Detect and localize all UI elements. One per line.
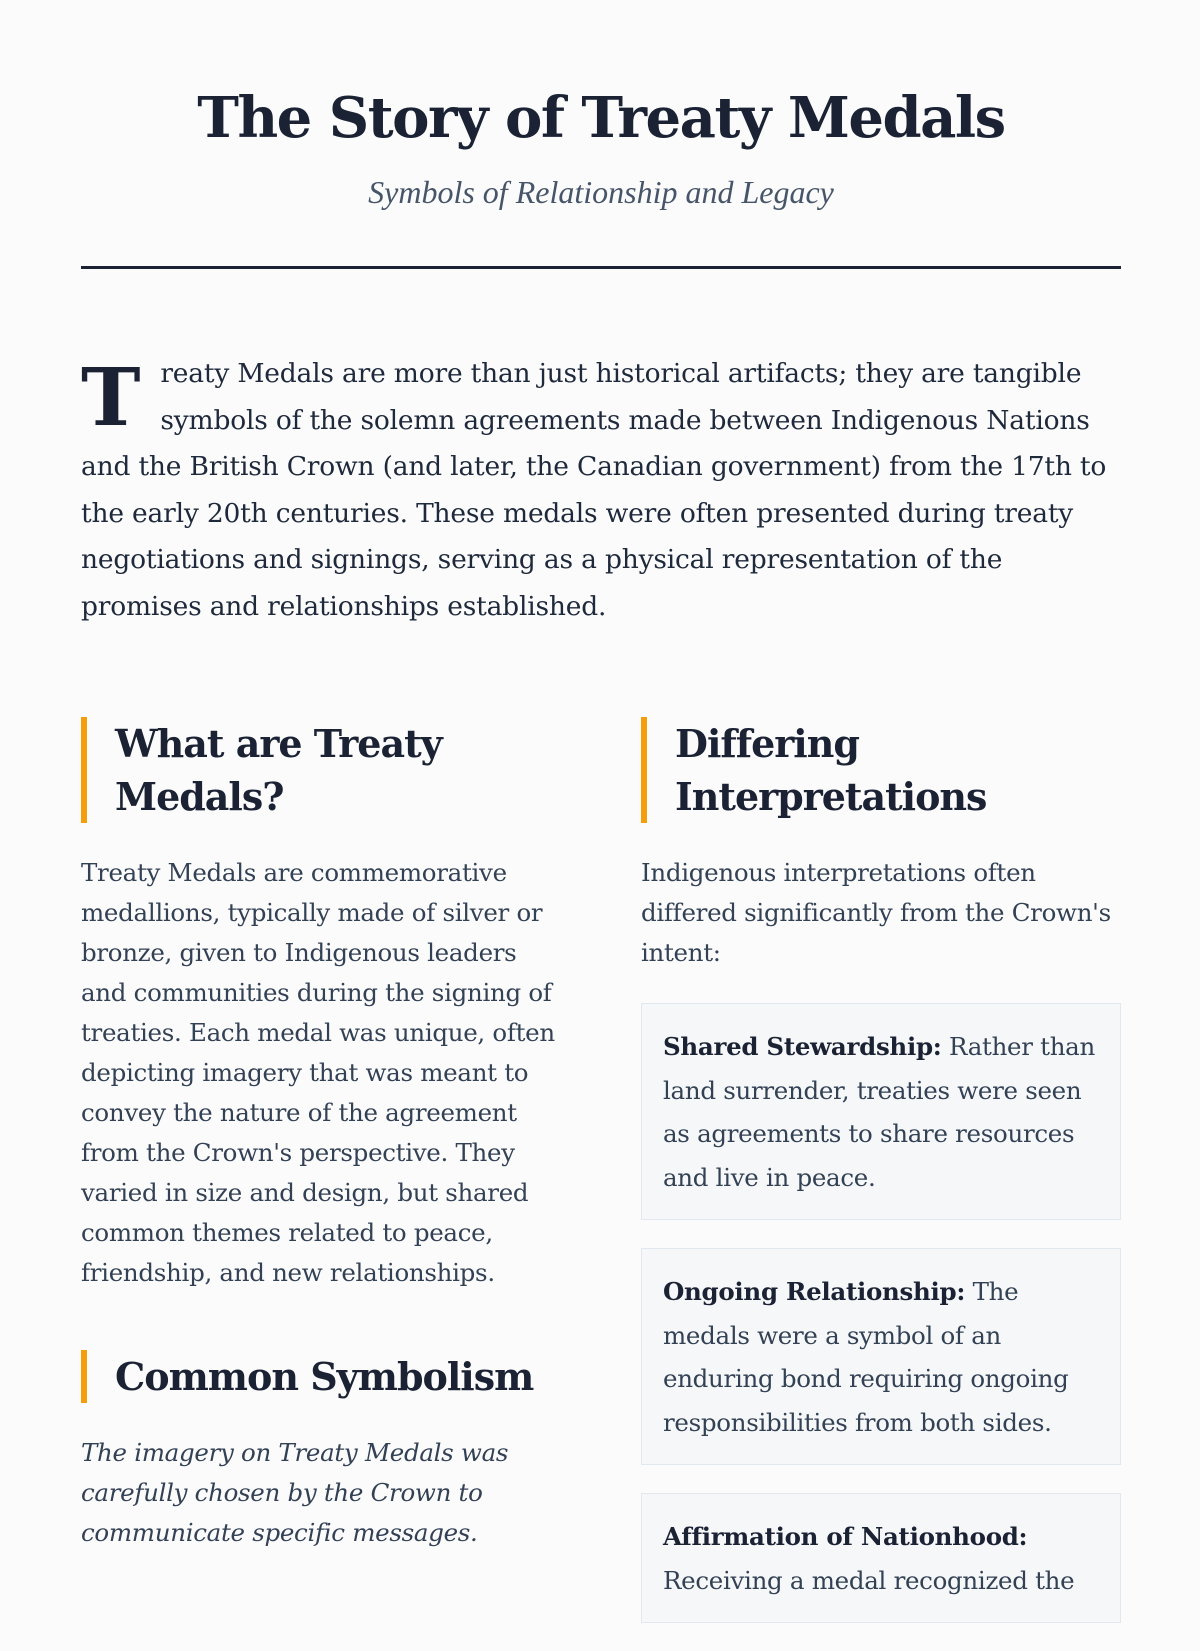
- card-label: Affirmation of Nationhood:: [663, 1522, 1028, 1551]
- interpretation-card: [641, 1003, 1121, 1220]
- interpretation-card: [641, 1248, 1121, 1465]
- symbolism-text: The imagery on Treaty Medals was carefully chosen by the Crown to communicate specific messages.: [81, 1438, 509, 1547]
- card-text: Rather than land surrender, treaties were seen as agreements to share resources and live in peace.: [663, 1032, 1095, 1192]
- symbolism-heading: Common Symbolism: [81, 1350, 561, 1403]
- interpretation-card: [641, 1493, 1121, 1623]
- left-column: [81, 717, 561, 1553]
- card-text: Receiving a medal recognized the: [663, 1565, 1075, 1595]
- what-are-heading: What are Treaty Medals?: [81, 717, 561, 823]
- interpretations-heading: Differing Interpretations: [641, 717, 1121, 823]
- what-are-section: [81, 717, 561, 1293]
- symbolism-section: [81, 1350, 561, 1553]
- page-title: The Story of Treaty Medals: [197, 85, 1005, 151]
- interpretations-intro: Indigenous interpretations often differed significantly from the Crown's intent:: [641, 858, 1111, 967]
- intro-text: reaty Medals are more than just historical artifacts; they are tangible symbols of the solemn agreements made between Indigenous Nations and the British Crown (and later, the Canadian government) from the 17th to the early 20th centuries. These medals were often presented during treaty negotiations and signings, serving as a physical representation of the promises and relationships established.: [81, 358, 1107, 622]
- interpretations-section: [641, 717, 1121, 1623]
- card-text: The medals were a symbol of an enduring bond requiring ongoing responsibilities from both sides.: [663, 1277, 1069, 1437]
- page-subtitle: Symbols of Relationship and Legacy: [368, 174, 834, 210]
- card-label: Ongoing Relationship:: [663, 1277, 966, 1306]
- header-divider: [81, 266, 1121, 269]
- intro-paragraph: [81, 351, 1121, 630]
- page-header: [81, 0, 1121, 269]
- card-label: Shared Stewardship:: [663, 1032, 942, 1061]
- drop-cap: T: [81, 350, 141, 444]
- interpretation-cards: [641, 1003, 1121, 1623]
- right-column: [641, 717, 1121, 1651]
- document-page: [81, 0, 1121, 1595]
- what-are-text: Treaty Medals are commemorative medallions, typically made of silver or bronze, given to Indigenous leaders and communities during the signing of treaties. Each medal was unique, often depicting imagery that was meant to convey the nature of the agreement from the Crown's perspective. They varied in size and design, but shared common themes related to peace, friendship, and new relationships.: [81, 858, 555, 1287]
